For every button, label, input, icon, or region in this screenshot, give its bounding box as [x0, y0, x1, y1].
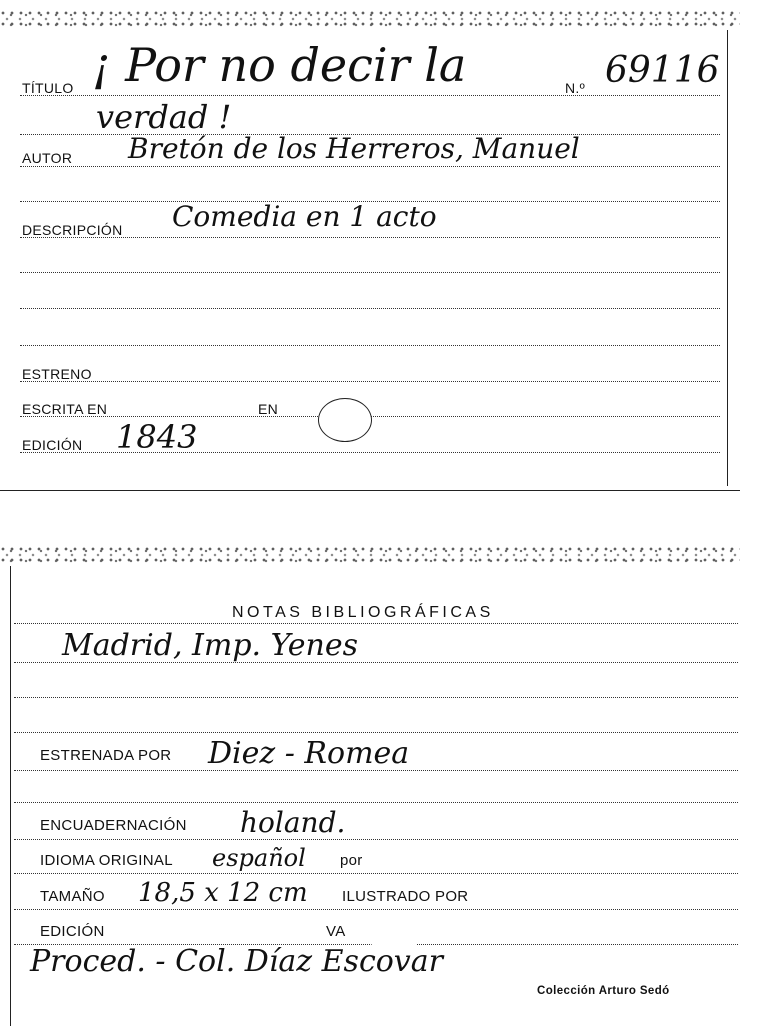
titulo-line	[20, 95, 720, 96]
numero-value: 69116	[605, 50, 720, 91]
punch-hole	[318, 398, 372, 442]
notas-line-2	[14, 662, 738, 663]
encuadernacion-value: holand.	[240, 806, 346, 839]
notas-line-4	[14, 732, 738, 733]
encuadernacion-label: ENCUADERNACIÓN	[40, 817, 187, 834]
torn-edge-top	[0, 10, 740, 28]
card-bottom-edge	[0, 490, 740, 491]
descripcion-line	[20, 237, 720, 238]
estreno-label: ESTRENO	[22, 366, 92, 382]
autor-value: Bretón de los Herreros, Manuel	[128, 132, 580, 165]
catalog-card-top	[0, 0, 740, 492]
card-left-edge	[10, 566, 11, 1026]
edicion-label-bottom: EDICIÓN	[40, 923, 105, 940]
estreno-line	[20, 381, 720, 382]
estrenada-line	[14, 770, 738, 771]
edicion-label: EDICIÓN	[22, 437, 83, 453]
autor-line	[20, 166, 720, 167]
blank-line-2	[20, 272, 720, 273]
tamano-value: 18,5 x 12 cm	[138, 878, 308, 908]
blank-line-3	[20, 308, 720, 309]
idioma-line	[14, 873, 738, 874]
titulo-label: TÍTULO	[22, 80, 74, 96]
descripcion-label: DESCRIPCIÓN	[22, 222, 123, 238]
idioma-label: IDIOMA ORIGINAL	[40, 852, 173, 869]
catalog-card-bottom	[0, 546, 740, 1028]
en-label: EN	[258, 401, 279, 417]
procedencia-value: Proced. - Col. Díaz Escovar	[30, 944, 443, 979]
notas-line-3	[14, 697, 738, 698]
descripcion-value: Comedia en 1 acto	[172, 200, 437, 233]
estrenada-value: Diez - Romea	[208, 736, 410, 771]
tamano-line	[14, 909, 738, 910]
blank-line-4	[20, 345, 720, 346]
notas-value: Madrid, Imp. Yenes	[62, 628, 359, 663]
titulo-value: ¡ Por no decir la	[92, 38, 467, 92]
va-label: VA	[326, 923, 346, 940]
estrenada-label: ESTRENADA POR	[40, 747, 172, 764]
notas-title: NOTAS BIBLIOGRÁFICAS	[232, 604, 494, 621]
numero-label: N.º	[565, 80, 586, 96]
tamano-label: TAMAÑO	[40, 888, 105, 905]
card-right-edge	[727, 30, 728, 486]
blank-line-5	[14, 802, 738, 803]
ilustrado-label: ILUSTRADO POR	[342, 888, 469, 905]
escrita-en-label: ESCRITA EN	[22, 401, 108, 417]
idioma-value: español	[212, 844, 306, 872]
notas-line-1	[14, 623, 738, 624]
encuadernacion-line	[14, 839, 738, 840]
titulo-value-2: verdad !	[96, 98, 232, 136]
coleccion-credit: Colección Arturo Sedó	[537, 985, 670, 997]
torn-edge-bottom-card	[0, 546, 740, 564]
autor-label: AUTOR	[22, 150, 73, 166]
edicion-value: 1843	[116, 418, 198, 456]
por-label: por	[340, 852, 363, 869]
